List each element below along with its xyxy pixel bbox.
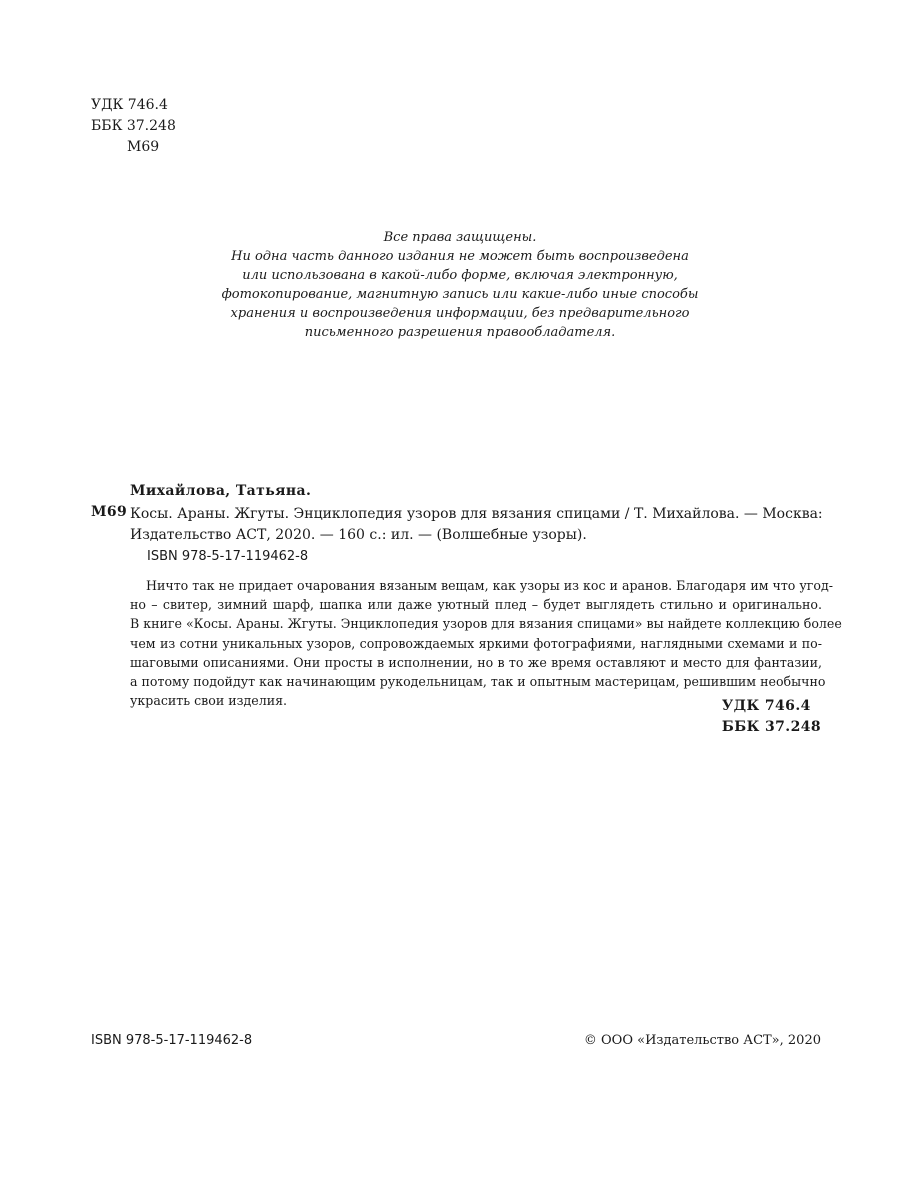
classification-bbk: ББК 37.248 <box>721 719 821 735</box>
rights-notice <box>150 228 770 342</box>
header-bbk: ББК 37.248 <box>91 118 176 134</box>
rights-line: хранения и воспроизведения информации, без предварительного <box>230 306 690 321</box>
classification-codes <box>722 696 821 738</box>
annotation-line: а потому подойдут как начинающим рукодельницам, так и опытным мастерицам, решившим необычно <box>130 674 826 690</box>
classification-udk: УДК 746.4 <box>721 698 811 714</box>
annotation <box>130 576 842 710</box>
annotation-line: чем из сотни уникальных узоров, сопровождаемых яркими фотографиями, наглядными схемами и по- <box>130 635 822 651</box>
catalog-isbn: ISBN 978-5-17-119462-8 <box>147 549 309 564</box>
catalog-author-mark: М69 <box>91 504 128 520</box>
catalog-description <box>130 504 822 546</box>
annotation-line: В книге «Косы. Араны. Жгуты. Энциклопедия узоров для вязания спицами» вы найдете коллекцию более <box>130 616 842 632</box>
annotation-line: но – свитер, зимний шарф, шапка или даже уютный плед – будет выглядеть стильно и оригинально. <box>130 597 822 613</box>
footer-isbn: ISBN 978-5-17-119462-8 <box>91 1033 253 1048</box>
rights-line: письменного разрешения правообладателя. <box>304 325 616 340</box>
rights-line: или использована в какой-либо форме, включая электронную, <box>242 268 678 283</box>
rights-line: Ни одна часть данного издания не может быть воспроизведена <box>231 249 689 264</box>
annotation-line: украсить свои изделия. <box>130 693 288 709</box>
footer-copyright: © ООО «Издательство АСТ», 2020 <box>583 1033 821 1048</box>
annotation-line: шаговыми описаниями. Они просты в исполнении, но в то же время оставляют и место для фантазии, <box>130 654 822 670</box>
catalog-description-line: Издательство АСТ, 2020. — 160 с.: ил. — (Волшебные узоры). <box>130 527 587 543</box>
header-author-mark: М69 <box>127 139 160 155</box>
rights-line: фотокопирование, магнитную запись или какие-либо иные способы <box>221 287 699 302</box>
rights-line: Все права защищены. <box>383 230 537 245</box>
header-udk: УДК 746.4 <box>91 97 168 113</box>
header-classification <box>91 95 176 158</box>
annotation-line: Ничто так не придает очарования вязаным вещам, как узоры из кос и аранов. Благодаря им что угод- <box>146 578 833 593</box>
catalog-description-line: Косы. Араны. Жгуты. Энциклопедия узоров для вязания спицами / Т. Михайлова. — Москва: <box>130 506 823 522</box>
catalog-author: Михайлова, Татьяна. <box>130 483 312 499</box>
